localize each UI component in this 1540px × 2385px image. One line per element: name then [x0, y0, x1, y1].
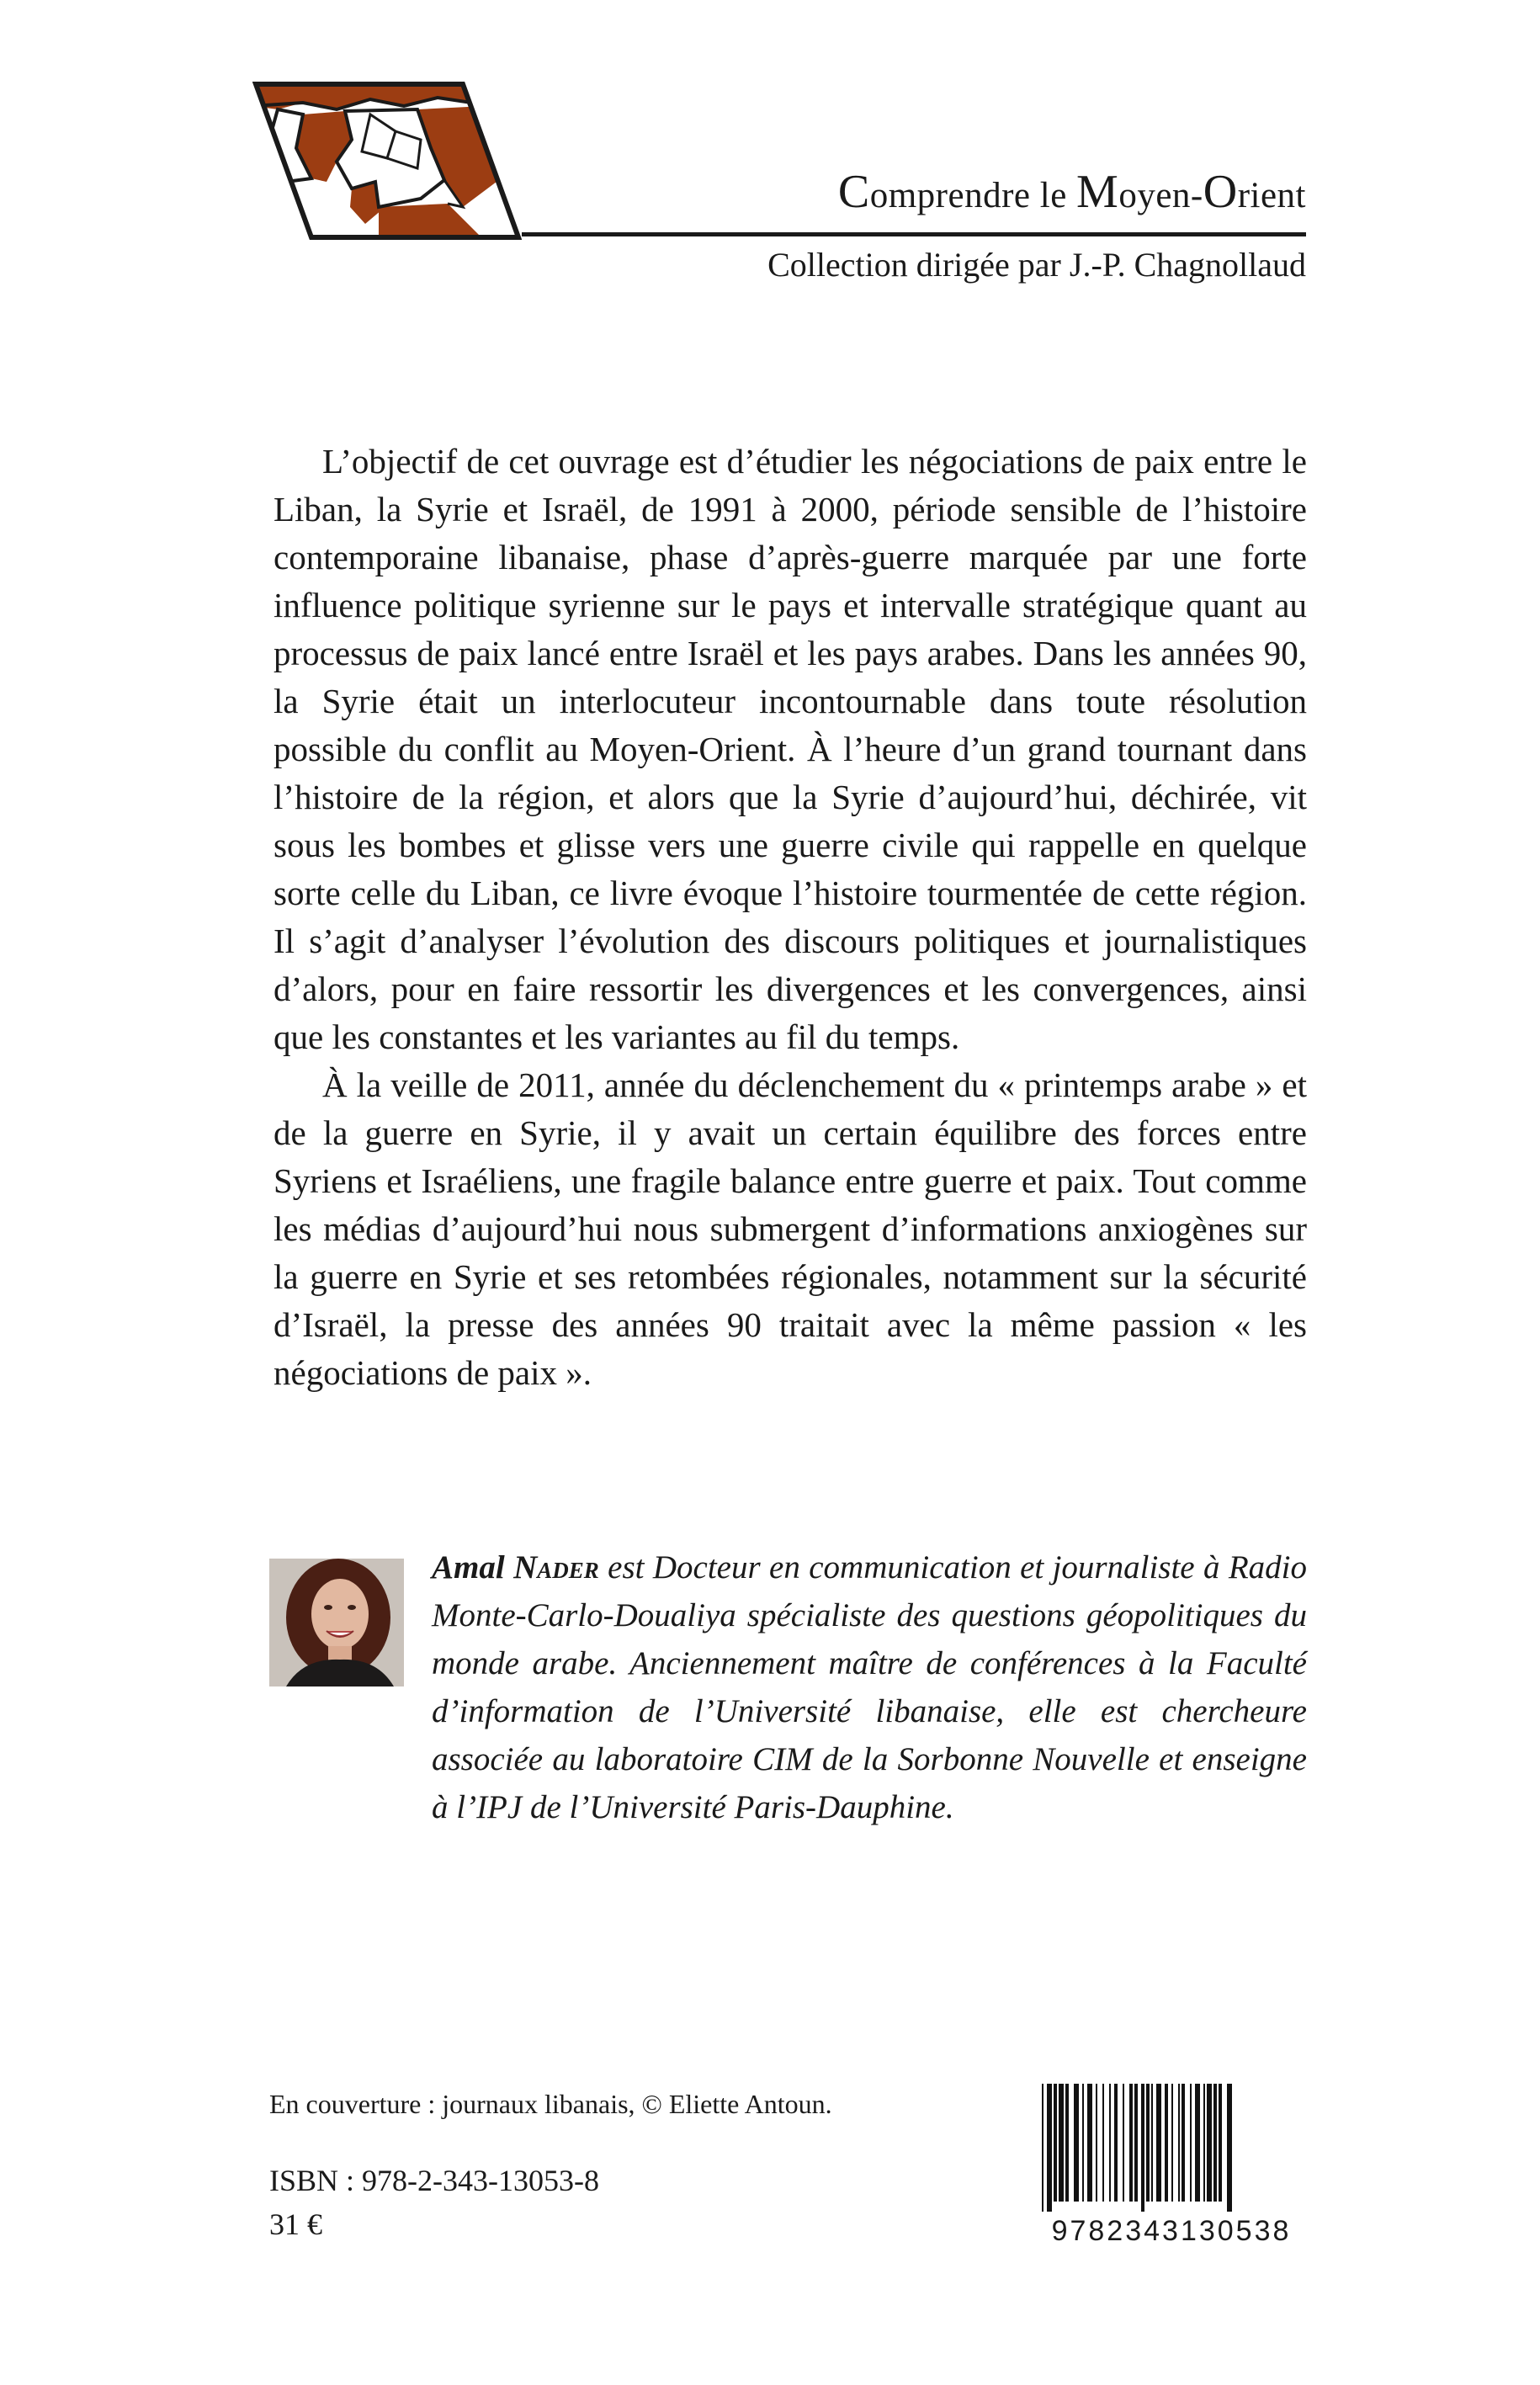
- barcode-bar: [1054, 2084, 1057, 2202]
- summary-paragraph: L’objectif de cet ouvrage est d’étudier les négociations de paix entre le Liban, la Syrie et Israël, de 1991 à 2000, période sensible de l’histoire contemporaine libanaise, phase d’après-guerre marquée par une forte influence politique syrienne sur le pays et intervalle stratégique quant au processus de paix lancé entre Israël et les pays arabes. Dans les années 90, la Syrie était un interlocuteur incontournable dans toute résolution possible du conflit au Moyen-Orient. À l’heure d’un grand tournant dans l’histoire de la région, et alors que la Syrie d’aujourd’hui, déchirée, vit sous les bombes et glisse vers une guerre civile qui rappelle en quelque sorte celle du Liban, ce livre évoque l’histoire tourmentée de cette région. Il s’agit d’analyser l’évolution des discours politiques et journalistiques d’alors, pour en faire ressortir les divergences et les convergences, ainsi que les constantes et les variantes au fil du temps.: [273, 442, 1307, 1056]
- barcode-bar: [1065, 2084, 1069, 2202]
- barcode-bar: [1182, 2084, 1185, 2202]
- back-cover-summary: [273, 438, 1307, 1397]
- divider: [522, 232, 1306, 236]
- barcode-bar: [1109, 2084, 1111, 2202]
- author-bio-text: est Docteur en communication et journaliste à Radio Monte-Carlo-Doualiya spécialiste des questions géopolitiques du monde arabe. Anciennement maître de conférences à la Faculté d’information de l’Université libanaise, elle est chercheure associée au laboratoire CIM de la Sorbonne Nouvelle et enseigne à l’IPJ de l’Université Paris-Dauphine.: [432, 1549, 1308, 1825]
- barcode-bar: [1156, 2084, 1161, 2202]
- barcode-bar: [1123, 2084, 1124, 2202]
- author-last-name: Nader: [513, 1549, 599, 1586]
- author-first-name: Amal: [432, 1549, 505, 1586]
- author-portrait: [269, 1559, 404, 1686]
- barcode-bar: [1059, 2084, 1064, 2202]
- barcode-bar: [1207, 2084, 1212, 2202]
- price: 31 €: [269, 2207, 322, 2241]
- barcode-bar: [1129, 2084, 1133, 2202]
- barcode-bar: [1082, 2084, 1084, 2202]
- series-title: Comprendre le Moyen-Orient: [837, 166, 1306, 218]
- barcode-bar: [1165, 2084, 1168, 2202]
- barcode-bar: [1219, 2084, 1222, 2202]
- barcode-bar: [1102, 2084, 1104, 2202]
- isbn: ISBN : 978-2-343-13053-8: [269, 2164, 599, 2197]
- barcode-bar: [1047, 2084, 1052, 2212]
- barcode-bar: [1195, 2084, 1200, 2202]
- summary-paragraph: À la veille de 2011, année du déclenchement du « printemps arabe » et de la guerre en Syrie, il y avait un certain équilibre des forces entre Syriens et Israéliens, une fragile balance entre guerre et paix. Tout comme les médias d’aujourd’hui nous submergent d’informations anxiogènes sur la guerre en Syrie et ses retombées régionales, notamment sur la sécurité d’Israël, la presse des années 90 traitait avec la même passion « les négociations de paix ».: [273, 1065, 1307, 1392]
- barcode-number: 9782343130538: [1051, 2215, 1292, 2247]
- barcode-bar: [1074, 2084, 1079, 2202]
- barcode-bar: [1203, 2084, 1205, 2202]
- barcode-bar: [1141, 2084, 1144, 2212]
- barcode-bar: [1096, 2084, 1097, 2202]
- barcode-bar: [1213, 2084, 1217, 2202]
- barcode-bar: [1042, 2084, 1043, 2212]
- barcode-bar: [1087, 2084, 1092, 2202]
- barcode-bar: [1146, 2084, 1150, 2202]
- author-bio: [432, 1543, 1307, 1831]
- cover-credit: En couverture : journaux libanais, © Eliette Antoun.: [269, 2089, 832, 2119]
- barcode-bar: [1190, 2084, 1192, 2202]
- barcode-bar: [1227, 2084, 1232, 2212]
- middle-east-map-icon: [252, 81, 522, 241]
- barcode-bar: [1151, 2084, 1153, 2202]
- barcode-bar: [1114, 2084, 1118, 2202]
- collection-editor: Collection dirigée par J.-P. Chagnollaud: [767, 246, 1306, 284]
- barcode-bar: [1178, 2084, 1180, 2202]
- barcode-bar: [1134, 2084, 1138, 2202]
- barcode-bar: [1171, 2084, 1173, 2202]
